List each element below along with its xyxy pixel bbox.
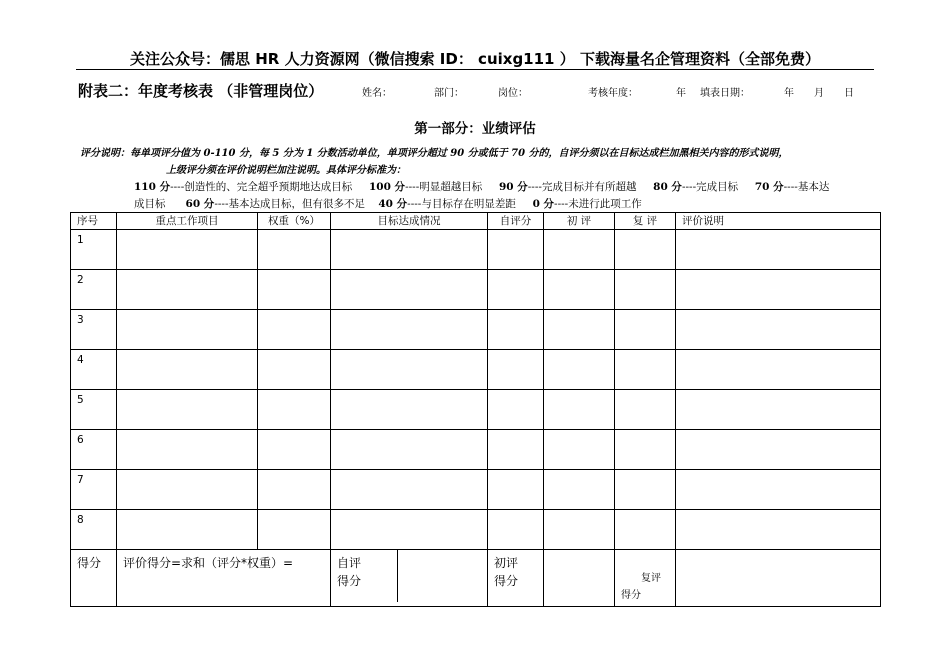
criteria-line-1 (134, 179, 829, 194)
score-label: 得分 (71, 550, 117, 607)
year-label: 考核年度： (588, 88, 638, 99)
second-review-cell[interactable] (615, 510, 676, 550)
initial-review-cell[interactable] (544, 390, 615, 430)
criteria-desc: ----与目标存在明显差距 (407, 198, 516, 210)
criteria-score: 110 分 (134, 181, 171, 193)
comments-cell[interactable] (676, 390, 881, 430)
row-index: 4 (71, 350, 117, 390)
target-status-cell[interactable] (331, 350, 488, 390)
row-index: 7 (71, 470, 117, 510)
initial-review-cell[interactable] (544, 510, 615, 550)
fill-date-label: 填表日期： (700, 88, 750, 99)
year-unit: 年 (676, 88, 686, 99)
work-item-cell[interactable] (117, 430, 258, 470)
row-index: 5 (71, 390, 117, 430)
col-header-index: 序号 (71, 213, 117, 230)
row-index: 8 (71, 510, 117, 550)
table-row (71, 510, 881, 550)
position-label: 岗位： (498, 88, 528, 99)
self-score-label-line1: 自评 (337, 556, 362, 570)
self-score-cell[interactable] (488, 350, 544, 390)
self-score-cell[interactable] (488, 270, 544, 310)
self-score-cell[interactable] (488, 470, 544, 510)
header-banner: 关注公众号：儒思 HR 人力资源网（微信搜索 ID： cuixg111 ） 下载海量名企管理资料（全部免费） (130, 50, 820, 68)
criteria-desc: ----完成目标并有所超越 (527, 181, 637, 193)
self-score-cell[interactable] (488, 230, 544, 270)
review-score-label-line1: 复评 (641, 573, 661, 584)
initial-review-cell[interactable] (544, 230, 615, 270)
target-status-cell[interactable] (331, 270, 488, 310)
department-label: 部门： (434, 88, 464, 99)
scoring-note-line1: 评分说明：每单项评分值为 0-110 分，每 5 分为 1 分数活动单位，单项评分超过 90 分或低于 70 分的，自评分须以在目标达成栏加黑相关内容的形式说明， (80, 148, 789, 159)
date-month-unit: 月 (814, 88, 824, 99)
self-score-cell[interactable] (488, 430, 544, 470)
comments-cell[interactable] (676, 430, 881, 470)
score-formula: 评价得分=求和（评分*权重）= (117, 550, 331, 607)
target-status-cell[interactable] (331, 390, 488, 430)
comments-cell[interactable] (676, 510, 881, 550)
review-score-label-line2: 得分 (621, 590, 641, 601)
scoring-note-line2: 上级评分须在评价说明栏加注说明。具体评分标准为： (166, 165, 406, 176)
weight-cell[interactable] (258, 230, 331, 270)
score-summary-row (71, 550, 881, 607)
comments-cell[interactable] (676, 310, 881, 350)
initial-score-value[interactable] (544, 550, 615, 607)
col-header-work-item: 重点工作项目 (117, 213, 258, 230)
table-row (71, 270, 881, 310)
comments-cell[interactable] (676, 270, 881, 310)
weight-cell[interactable] (258, 510, 331, 550)
table-row (71, 430, 881, 470)
initial-review-cell[interactable] (544, 270, 615, 310)
date-year-unit: 年 (784, 88, 794, 99)
criteria-line-2 (134, 196, 642, 211)
self-score-cell[interactable] (488, 390, 544, 430)
comments-cell[interactable] (676, 350, 881, 390)
second-review-cell[interactable] (615, 470, 676, 510)
col-header-second-review: 复 评 (615, 213, 676, 230)
col-header-self-score: 自评分 (488, 213, 544, 230)
evaluation-table (70, 212, 881, 607)
criteria-score: 80 分 (653, 181, 682, 193)
weight-cell[interactable] (258, 390, 331, 430)
criteria-score: 90 分 (498, 181, 528, 193)
self-score-block (331, 550, 488, 607)
row-index: 3 (71, 310, 117, 350)
criteria-desc: ----创造性的、完全超乎预期地达成目标 (170, 181, 353, 193)
section-title: 第一部分：业绩评估 (414, 121, 536, 137)
work-item-cell[interactable] (117, 470, 258, 510)
criteria-score: 70 分 (754, 181, 784, 193)
name-label: 姓名： (362, 88, 392, 99)
table-row (71, 350, 881, 390)
col-header-weight: 权重（%） (258, 213, 331, 230)
target-status-cell[interactable] (331, 430, 488, 470)
weight-cell[interactable] (258, 270, 331, 310)
row-index: 2 (71, 270, 117, 310)
criteria-desc: ----未进行此项工作 (554, 198, 642, 210)
work-item-cell[interactable] (117, 310, 258, 350)
criteria-desc: ----明显超越目标 (405, 181, 483, 193)
target-status-cell[interactable] (331, 510, 488, 550)
second-review-cell[interactable] (615, 230, 676, 270)
review-score-value[interactable] (676, 550, 881, 607)
second-review-cell[interactable] (615, 270, 676, 310)
second-review-cell[interactable] (615, 390, 676, 430)
criteria-score: 60 分 (185, 198, 215, 210)
form-title: 附表二：年度考核表 （非管理岗位） (78, 82, 324, 100)
initial-score-label (488, 550, 544, 607)
work-item-cell[interactable] (117, 270, 258, 310)
self-score-value[interactable] (398, 550, 487, 602)
initial-review-cell[interactable] (544, 310, 615, 350)
work-item-cell[interactable] (117, 350, 258, 390)
self-score-cell[interactable] (488, 310, 544, 350)
weight-cell[interactable] (258, 470, 331, 510)
target-status-cell[interactable] (331, 470, 488, 510)
work-item-cell[interactable] (117, 510, 258, 550)
initial-review-cell[interactable] (544, 430, 615, 470)
row-index: 6 (71, 430, 117, 470)
date-day-unit: 日 (844, 88, 854, 99)
self-score-label-line2: 得分 (337, 574, 362, 588)
header-divider (76, 69, 874, 70)
initial-review-cell[interactable] (544, 350, 615, 390)
initial-review-cell[interactable] (544, 470, 615, 510)
criteria-desc: ----完成目标 (681, 181, 739, 193)
self-score-cell[interactable] (488, 510, 544, 550)
col-header-target-status: 目标达成情况 (331, 213, 488, 230)
work-item-cell[interactable] (117, 230, 258, 270)
criteria-desc: ----基本达成目标，但有很多不足 (214, 198, 366, 210)
row-index: 1 (71, 230, 117, 270)
target-status-cell[interactable] (331, 310, 488, 350)
criteria-score: 0 分 (532, 198, 555, 210)
self-score-label (331, 550, 398, 602)
criteria-desc: 成目标 (134, 198, 166, 210)
initial-score-label-line2: 得分 (494, 574, 519, 588)
table-row (71, 470, 881, 510)
table-row (71, 310, 881, 350)
table-row (71, 390, 881, 430)
criteria-score: 100 分 (368, 181, 406, 193)
second-review-cell[interactable] (615, 350, 676, 390)
criteria-desc: ----基本达 (783, 181, 830, 193)
target-status-cell[interactable] (331, 230, 488, 270)
table-row (71, 230, 881, 270)
work-item-cell[interactable] (117, 390, 258, 430)
weight-cell[interactable] (258, 430, 331, 470)
initial-score-label-line1: 初评 (494, 556, 519, 570)
table-header-row (71, 213, 881, 230)
weight-cell[interactable] (258, 350, 331, 390)
col-header-comments: 评价说明 (676, 213, 881, 230)
second-review-cell[interactable] (615, 310, 676, 350)
second-review-cell[interactable] (615, 430, 676, 470)
comments-cell[interactable] (676, 470, 881, 510)
criteria-score: 40 分 (378, 198, 408, 210)
review-score-label (615, 550, 676, 607)
weight-cell[interactable] (258, 310, 331, 350)
comments-cell[interactable] (676, 230, 881, 270)
col-header-initial-review: 初 评 (544, 213, 615, 230)
